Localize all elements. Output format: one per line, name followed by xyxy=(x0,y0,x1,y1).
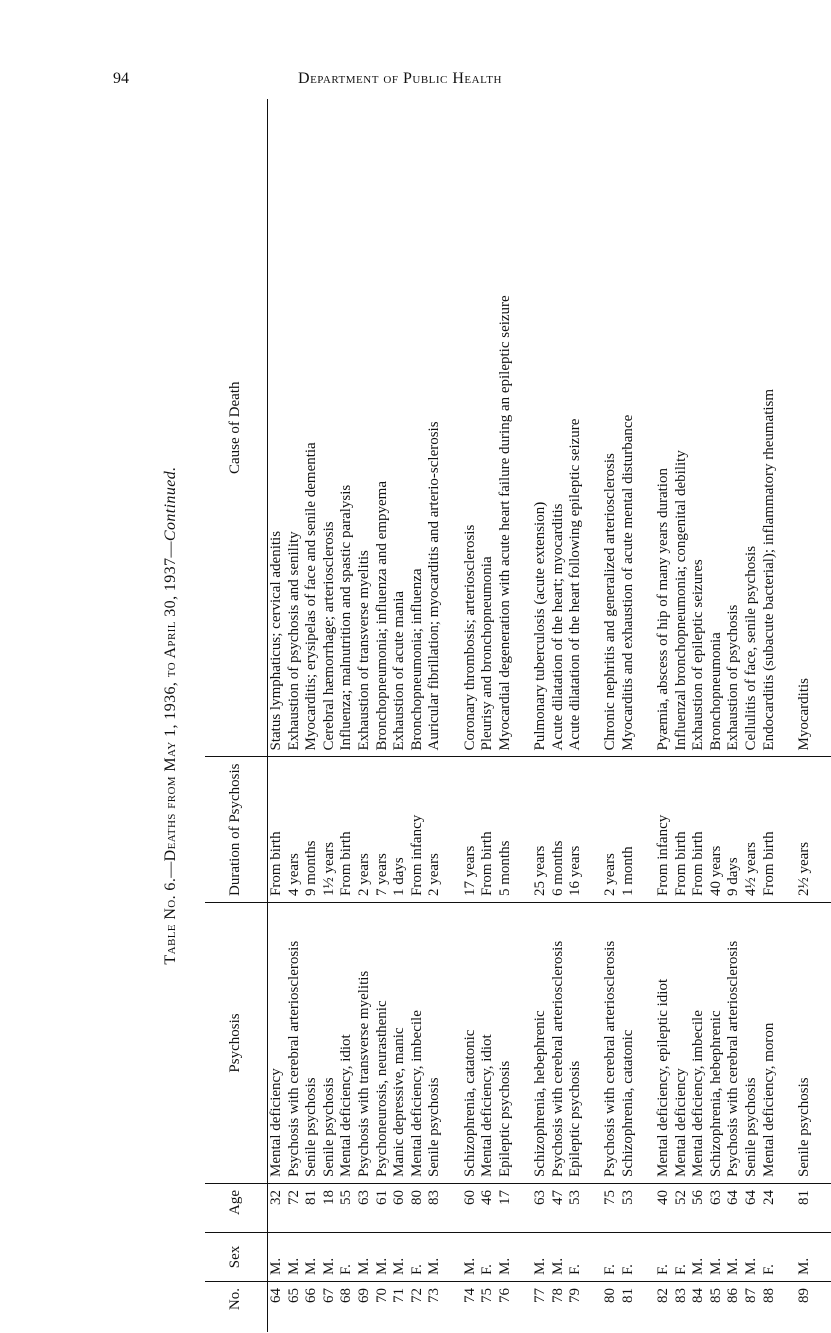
cell-sex: F. xyxy=(409,1233,427,1282)
running-head: Department of Public Health xyxy=(298,70,502,87)
table-row xyxy=(708,99,726,1332)
cell-psychosis: Epileptic psychosis xyxy=(567,903,602,1184)
cell-no: 69 xyxy=(356,1282,374,1333)
table-row xyxy=(620,99,655,1332)
cell-age: 83 xyxy=(426,1184,461,1233)
cell-cause: Exhaustion of acute mania xyxy=(391,590,408,751)
cell-no: 85 xyxy=(708,1282,726,1333)
cell-age: 72 xyxy=(286,1184,304,1233)
table-row xyxy=(391,99,409,1332)
table-row xyxy=(374,99,392,1332)
cell-no: 70 xyxy=(374,1282,392,1333)
cell-cause: Auricular fibrillation; myocarditis and arterio-sclerosis xyxy=(426,421,443,751)
cell-sex: F. xyxy=(338,1233,356,1282)
cell-cause: Influenza; malnutrition and spastic paralysis xyxy=(338,484,355,751)
cell-no: 74 xyxy=(462,1282,480,1333)
table-row xyxy=(567,99,602,1332)
cell-sex: F. xyxy=(761,1233,796,1282)
cell-age: 63 xyxy=(708,1184,726,1233)
cell-cause: Myocarditis and exhaustion of acute mental disturbance xyxy=(619,414,636,751)
cell-cause: Exhaustion of psychosis and senility xyxy=(285,531,302,751)
cell-duration: 4 years xyxy=(286,757,304,903)
cell-cause: Coronary thrombosis; arteriosclerosis xyxy=(461,524,478,751)
cell-no: 72 xyxy=(409,1282,427,1333)
cell-psychosis: Schizophrenia, catatonic xyxy=(462,903,480,1184)
cell-psychosis: Epileptic psychosis xyxy=(497,903,532,1184)
cell-duration: 9 months xyxy=(303,757,321,903)
table-row xyxy=(356,99,374,1332)
cell-cause: Myocarditis; erysipelas of face and senile dementia xyxy=(303,442,320,751)
cell-sex: M. xyxy=(286,1233,304,1282)
cell-no: 84 xyxy=(690,1282,708,1333)
cell-cause: Exhaustion of psychosis xyxy=(725,604,742,751)
cell-sex: M. xyxy=(374,1233,392,1282)
cell-no: 77 xyxy=(532,1282,550,1333)
cell-sex: M. xyxy=(532,1233,550,1282)
cell-psychosis: Schizophrenia, hebephrenic xyxy=(532,903,550,1184)
cell-sex: F. xyxy=(620,1233,655,1282)
cell-cause: Status lymphaticus; cervical adenitis xyxy=(268,530,284,751)
cell-sex: F. xyxy=(655,1233,673,1282)
cell-age: 40 xyxy=(655,1184,673,1233)
cell-age: 60 xyxy=(462,1184,480,1233)
cell-duration: 2 years xyxy=(602,757,620,903)
cell-no: 78 xyxy=(550,1282,568,1333)
cell-no: 65 xyxy=(286,1282,304,1333)
cell-duration: From birth xyxy=(479,757,497,903)
cell-sex: M. xyxy=(725,1233,743,1282)
cell-sex: M. xyxy=(743,1233,761,1282)
table-row xyxy=(268,99,286,1332)
cell-age: 75 xyxy=(602,1184,620,1233)
cell-cause: Bronchopneumonia xyxy=(707,632,724,751)
table-row xyxy=(743,99,761,1332)
cell-age: 81 xyxy=(796,1184,831,1233)
cell-psychosis: Mental deficiency, imbecile xyxy=(690,903,708,1184)
cell-no: 83 xyxy=(673,1282,691,1333)
table-row xyxy=(690,99,708,1332)
cell-psychosis: Manic depressive, manic xyxy=(391,903,409,1184)
cell-psychosis: Senile psychosis xyxy=(796,903,831,1184)
header-sex: Sex xyxy=(205,1233,268,1282)
cell-psychosis: Senile psychosis xyxy=(321,903,339,1184)
page-number: 94 xyxy=(113,70,129,87)
rotated-table xyxy=(150,99,812,1332)
cell-age: 18 xyxy=(321,1184,339,1233)
cell-duration: 1 month xyxy=(620,757,655,903)
table-row xyxy=(321,99,339,1332)
cell-psychosis: Mental deficiency, epileptic idiot xyxy=(655,903,673,1184)
cell-age: 32 xyxy=(268,1184,286,1233)
header-cause: Cause of Death xyxy=(205,99,268,757)
table-row xyxy=(673,99,691,1332)
table-row xyxy=(338,99,356,1332)
table-title-main: Table No. 6.—Deaths from May 1, 1936, to April 30, 1937— xyxy=(162,541,179,965)
table-title xyxy=(162,99,180,1332)
cell-duration: From birth xyxy=(338,757,356,903)
cell-duration: 25 years xyxy=(532,757,550,903)
cell-sex: M. xyxy=(391,1233,409,1282)
cell-duration: From birth xyxy=(690,757,708,903)
table-row xyxy=(426,99,461,1332)
cell-psychosis: Psychosis with cerebral arteriosclerosis xyxy=(286,903,304,1184)
table-row xyxy=(286,99,304,1332)
cell-age: 55 xyxy=(338,1184,356,1233)
cell-duration: From birth xyxy=(761,757,796,903)
cell-duration: 1 days xyxy=(391,757,409,903)
cell-psychosis: Psychosis with cerebral arteriosclerosis xyxy=(725,903,743,1184)
cell-sex: M. xyxy=(356,1233,374,1282)
cell-age: 56 xyxy=(690,1184,708,1233)
table-row xyxy=(462,99,480,1332)
table-row xyxy=(550,99,568,1332)
cell-sex: M. xyxy=(462,1233,480,1282)
cell-duration: 1½ years xyxy=(321,757,339,903)
cell-cause: Cerebral hæmorrhage; arteriosclerosis xyxy=(320,521,337,751)
cell-duration: 4½ years xyxy=(743,757,761,903)
cell-psychosis: Schizophrenia, hebephrenic xyxy=(708,903,726,1184)
cell-psychosis: Psychosis with cerebral arteriosclerosis xyxy=(602,903,620,1184)
cell-cause: Exhaustion of transverse myelitis xyxy=(355,550,372,751)
cell-cause: Chronic nephritis and generalized arteriosclerosis xyxy=(602,453,619,751)
cell-age: 80 xyxy=(409,1184,427,1233)
cell-sex: M. xyxy=(550,1233,568,1282)
cell-cause: Bronchopneumonia; influenza xyxy=(408,568,425,751)
cell-sex: M. xyxy=(426,1233,461,1282)
cell-no: 80 xyxy=(602,1282,620,1333)
cell-no: 87 xyxy=(743,1282,761,1333)
cell-sex: F. xyxy=(602,1233,620,1282)
cell-no: 79 xyxy=(567,1282,602,1333)
cell-duration: 2½ years xyxy=(796,757,831,903)
cell-psychosis: Mental deficiency, moron xyxy=(761,903,796,1184)
cell-psychosis: Mental deficiency, idiot xyxy=(479,903,497,1184)
table-row xyxy=(655,99,673,1332)
cell-psychosis: Psychosis with transverse myelitis xyxy=(356,903,374,1184)
cell-no: 66 xyxy=(303,1282,321,1333)
cell-psychosis: Mental deficiency, imbecile xyxy=(409,903,427,1184)
table-row xyxy=(532,99,550,1332)
cell-duration: From infancy xyxy=(409,757,427,903)
cell-cause: Cellulitis of face, senile psychosis xyxy=(743,545,760,751)
cell-no: 76 xyxy=(497,1282,532,1333)
table-row xyxy=(796,99,831,1332)
cell-no: 73 xyxy=(426,1282,461,1333)
table-row xyxy=(303,99,321,1332)
cell-age: 53 xyxy=(567,1184,602,1233)
cell-psychosis: Senile psychosis xyxy=(426,903,461,1184)
cell-duration: 16 years xyxy=(567,757,602,903)
cell-duration: 40 years xyxy=(708,757,726,903)
cell-no: 75 xyxy=(479,1282,497,1333)
cell-duration: 17 years xyxy=(462,757,480,903)
cell-duration: From birth xyxy=(673,757,691,903)
cell-age: 17 xyxy=(497,1184,532,1233)
cell-cause: Pleurisy and bronchopneumonia xyxy=(479,556,496,751)
header-psychosis: Psychosis xyxy=(205,903,268,1184)
cell-duration: 2 years xyxy=(356,757,374,903)
header-age: Age xyxy=(205,1184,268,1233)
cell-sex: F. xyxy=(479,1233,497,1282)
cell-age: 47 xyxy=(550,1184,568,1233)
cell-age: 63 xyxy=(532,1184,550,1233)
cell-sex: M. xyxy=(321,1233,339,1282)
cell-age: 24 xyxy=(761,1184,796,1233)
cell-sex: M. xyxy=(497,1233,532,1282)
table-row xyxy=(602,99,620,1332)
cell-cause: Bronchopneumonia; influenza and empyema xyxy=(373,481,390,751)
cell-psychosis: Mental deficiency xyxy=(673,903,691,1184)
cell-age: 81 xyxy=(303,1184,321,1233)
table-row xyxy=(497,99,532,1332)
cell-cause: Exhaustion of epileptic seizures xyxy=(690,559,707,751)
cell-cause: Endocarditis (subacute bacterial); inflammatory rheumatism xyxy=(760,388,777,751)
cell-sex: M. xyxy=(796,1233,831,1282)
cell-no: 64 xyxy=(268,1282,286,1333)
cell-age: 52 xyxy=(673,1184,691,1233)
cell-sex: M. xyxy=(708,1233,726,1282)
cell-sex: F. xyxy=(673,1233,691,1282)
cell-cause: Pyæmia, abscess of hip of many years duration xyxy=(655,468,672,751)
cell-cause: Pulmonary tuberculosis (acute extension) xyxy=(531,501,548,751)
cell-psychosis: Senile psychosis xyxy=(303,903,321,1184)
cell-age: 64 xyxy=(725,1184,743,1233)
cell-no: 68 xyxy=(338,1282,356,1333)
cell-no: 67 xyxy=(321,1282,339,1333)
cell-duration: 5 months xyxy=(497,757,532,903)
cell-duration: From birth xyxy=(268,757,286,903)
cell-psychosis: Senile psychosis xyxy=(743,903,761,1184)
cell-psychosis: Schizophrenia, catatonic xyxy=(620,903,655,1184)
table-row xyxy=(761,99,796,1332)
header-row xyxy=(205,99,268,1332)
cell-no: 89 xyxy=(796,1282,831,1333)
cell-psychosis: Psychoneurosis, neurasthenic xyxy=(374,903,392,1184)
table-row xyxy=(409,99,427,1332)
cell-psychosis: Mental deficiency xyxy=(268,903,286,1184)
cell-duration: 6 months xyxy=(550,757,568,903)
cell-no: 82 xyxy=(655,1282,673,1333)
cell-age: 46 xyxy=(479,1184,497,1233)
cell-duration: 9 days xyxy=(725,757,743,903)
header-no: No. xyxy=(205,1282,268,1333)
cell-cause: Myocarditis xyxy=(795,678,812,751)
cell-age: 63 xyxy=(356,1184,374,1233)
cell-age: 64 xyxy=(743,1184,761,1233)
cell-age: 53 xyxy=(620,1184,655,1233)
cell-psychosis: Psychosis with cerebral arteriosclerosis xyxy=(550,903,568,1184)
table-title-suffix: Continued. xyxy=(162,466,179,542)
cell-cause: Acute dilatation of the heart; myocarditis xyxy=(549,503,566,751)
cell-no: 71 xyxy=(391,1282,409,1333)
cell-sex: M. xyxy=(690,1233,708,1282)
table-row xyxy=(725,99,743,1332)
cell-sex: F. xyxy=(567,1233,602,1282)
header-duration: Duration of Psychosis xyxy=(205,757,268,903)
cell-cause: Myocardial degeneration with acute heart failure during an epileptic seizure xyxy=(496,295,513,751)
cell-duration: From infancy xyxy=(655,757,673,903)
cell-no: 81 xyxy=(620,1282,655,1333)
cell-psychosis: Mental deficiency, idiot xyxy=(338,903,356,1184)
cell-age: 61 xyxy=(374,1184,392,1233)
cell-duration: 2 years xyxy=(426,757,461,903)
deaths-table xyxy=(205,99,831,1332)
cell-no: 88 xyxy=(761,1282,796,1333)
cell-age: 60 xyxy=(391,1184,409,1233)
cell-sex: M. xyxy=(303,1233,321,1282)
cell-no: 86 xyxy=(725,1282,743,1333)
table-body xyxy=(268,99,831,1332)
cell-duration: 7 years xyxy=(374,757,392,903)
table-row xyxy=(479,99,497,1332)
cell-cause: Influenzal bronchopneumonia; congenital debility xyxy=(672,450,689,751)
cell-sex: M. xyxy=(268,1233,286,1282)
cell-cause: Acute dilatation of the heart following epileptic seizure xyxy=(567,418,584,751)
